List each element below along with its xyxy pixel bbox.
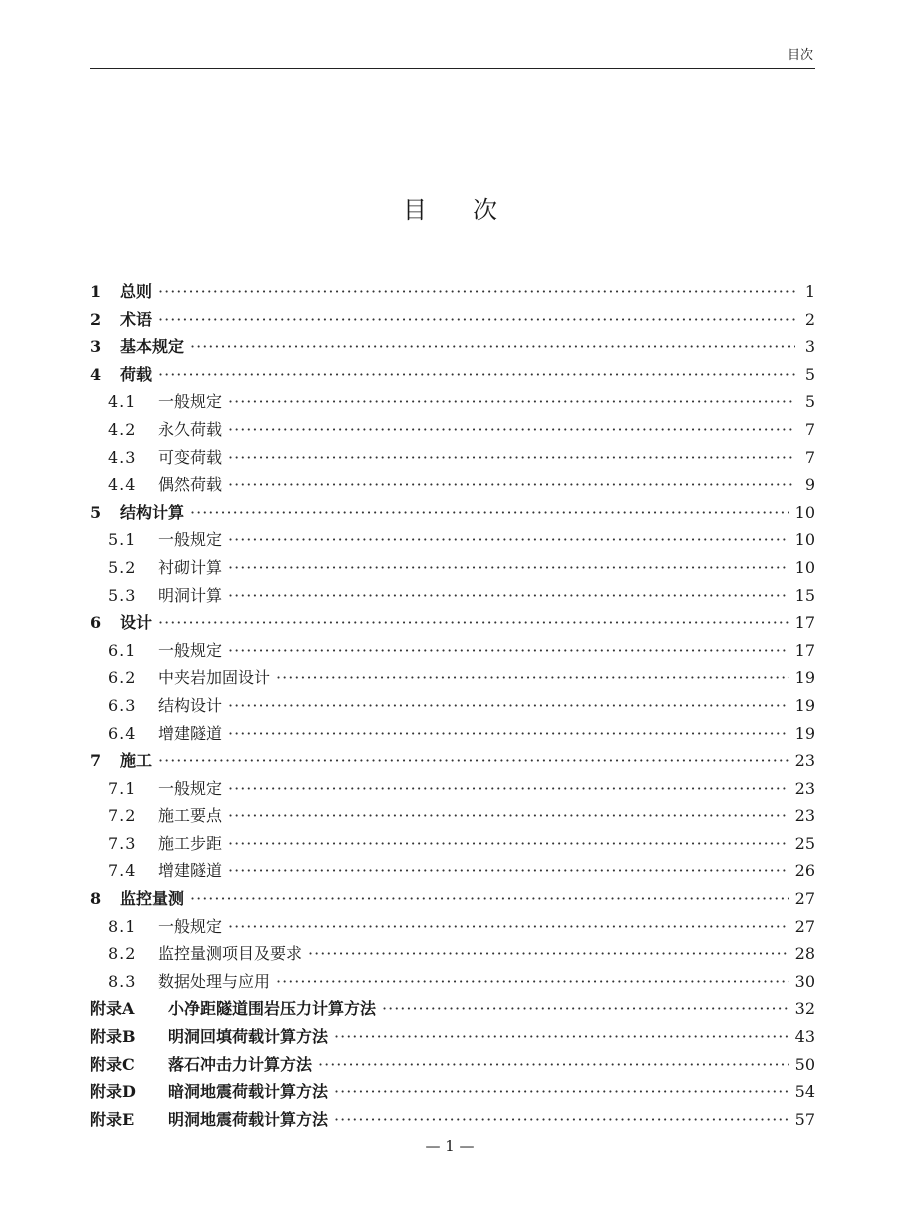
toc-entry[interactable] <box>90 499 815 527</box>
toc-entry-number: 4.4 <box>108 475 137 495</box>
toc-entry-number: 1 <box>90 282 102 301</box>
toc-leader-dots <box>318 1051 789 1079</box>
toc-entry-number: 7 <box>90 751 102 771</box>
toc-entry-number: 5 <box>90 502 102 522</box>
toc-leader-dots <box>228 857 789 885</box>
toc-entry-title: 可变荷载 <box>158 447 223 467</box>
toc-leader-dots <box>158 747 789 775</box>
toc-entry-title: 落石冲击力计算方法 <box>168 1054 313 1074</box>
toc-entry-title: 总则 <box>120 282 153 301</box>
toc-leader-dots <box>228 775 789 803</box>
toc-entry[interactable] <box>90 968 815 996</box>
toc-entry-number: 8.2 <box>108 944 137 964</box>
toc-leader-dots <box>228 637 789 665</box>
toc-entry-page: 28 <box>794 944 815 964</box>
toc-leader-dots <box>190 885 789 913</box>
toc-entry-page: 26 <box>794 861 815 881</box>
toc-entry-title: 中夹岩加固设计 <box>158 668 271 688</box>
toc-entry[interactable] <box>90 582 815 610</box>
toc-entry-page: 7 <box>804 419 815 439</box>
toc-entry-title: 小净距隧道围岩压力计算方法 <box>168 999 377 1019</box>
toc-entry[interactable] <box>90 720 815 748</box>
toc-entry-number: 8.3 <box>108 971 137 991</box>
toc-entry[interactable] <box>90 471 815 499</box>
toc-entry[interactable] <box>90 802 815 830</box>
toc-entry-title: 结构计算 <box>120 502 185 522</box>
toc-entry-page: 9 <box>804 475 815 495</box>
toc-entry-title: 术语 <box>120 309 153 329</box>
toc-entry[interactable] <box>90 388 815 416</box>
toc-entry-number: 7.2 <box>108 806 137 826</box>
toc-entry-number: 4.2 <box>108 419 137 439</box>
toc-entry-page: 19 <box>794 695 815 715</box>
toc-entry[interactable] <box>90 609 815 637</box>
toc-entry-title: 一般规定 <box>158 778 223 798</box>
toc-entry[interactable] <box>90 306 815 334</box>
toc-leader-dots <box>190 499 789 527</box>
toc-entry-page: 1 <box>804 282 815 301</box>
toc-entry-page: 57 <box>794 1109 815 1129</box>
toc-leader-dots <box>228 830 789 858</box>
toc-entry-title: 施工步距 <box>158 833 223 853</box>
toc-entry-title: 偶然荷载 <box>158 475 223 495</box>
toc-entry-title: 明洞回填荷载计算方法 <box>168 1027 329 1047</box>
toc-entry-title: 监控量测 <box>120 889 185 909</box>
toc-entry-page: 2 <box>804 309 815 329</box>
toc-entry[interactable] <box>90 444 815 472</box>
toc-leader-dots <box>228 416 795 444</box>
toc-entry-title: 一般规定 <box>158 640 223 660</box>
toc-entry-page: 3 <box>804 337 815 357</box>
toc-leader-dots <box>276 968 789 996</box>
toc-entry-number: 8 <box>90 889 102 909</box>
toc-entry-page: 7 <box>804 447 815 467</box>
toc-entry-number: 附录C <box>90 1054 135 1074</box>
toc-entry-number: 4 <box>90 364 102 384</box>
toc-leader-dots <box>382 995 789 1023</box>
toc-entry-title: 衬砌计算 <box>158 557 223 577</box>
toc-entry[interactable] <box>90 995 815 1023</box>
page-number: — 1 — <box>425 1137 475 1155</box>
toc-entry-page: 17 <box>794 640 815 660</box>
toc-entry-number: 6.2 <box>108 668 137 688</box>
toc-entry-title: 监控量测项目及要求 <box>158 944 303 964</box>
toc-entry-page: 54 <box>794 1082 815 1102</box>
toc-entry-title: 明洞计算 <box>158 585 223 605</box>
toc-leader-dots <box>190 333 795 361</box>
toc-entry-number: 2 <box>90 309 102 329</box>
toc-entry-number: 附录A <box>90 999 135 1019</box>
toc-entry-page: 23 <box>794 778 815 798</box>
toc-entry[interactable] <box>90 747 815 775</box>
toc-leader-dots <box>334 1106 789 1134</box>
toc-entry-number: 7.4 <box>108 861 137 881</box>
toc-entry-number: 4.1 <box>108 392 137 412</box>
toc-leader-dots <box>228 388 795 416</box>
toc-entry-number: 4.3 <box>108 447 137 467</box>
toc-entry[interactable] <box>90 1106 815 1134</box>
toc-leader-dots <box>228 582 789 610</box>
toc-entry[interactable] <box>90 333 815 361</box>
toc-entry[interactable] <box>90 361 815 389</box>
toc-entry[interactable] <box>90 1051 815 1079</box>
toc-leader-dots <box>334 1078 789 1106</box>
toc-entry-title: 暗洞地震荷载计算方法 <box>168 1082 329 1102</box>
toc-entry[interactable] <box>90 830 815 858</box>
toc-entry-title: 数据处理与应用 <box>158 971 271 991</box>
toc-entry-page: 19 <box>794 723 815 743</box>
toc-entry-title: 增建隧道 <box>158 861 223 881</box>
toc-entry[interactable] <box>90 775 815 803</box>
toc-leader-dots <box>228 913 789 941</box>
header-rule <box>90 68 815 69</box>
toc-entry[interactable] <box>90 1023 815 1051</box>
toc-entry-title: 施工 <box>120 751 153 771</box>
toc-entry[interactable] <box>90 885 815 913</box>
toc-entry-page: 50 <box>794 1054 815 1074</box>
toc-entry[interactable] <box>90 554 815 582</box>
toc-entry-number: 6.4 <box>108 723 137 743</box>
toc-leader-dots <box>228 802 789 830</box>
toc-entry-page: 30 <box>794 971 815 991</box>
toc-entry-page: 19 <box>794 668 815 688</box>
toc-entry[interactable] <box>90 913 815 941</box>
toc-entry-number: 3 <box>90 337 102 357</box>
toc-leader-dots <box>228 471 795 499</box>
toc-leader-dots <box>308 940 789 968</box>
toc-entry-title: 结构设计 <box>158 695 223 715</box>
toc-leader-dots <box>158 361 795 389</box>
toc-entry-title: 基本规定 <box>120 337 185 357</box>
toc-entry-title: 增建隧道 <box>158 723 223 743</box>
toc-entry-title: 荷载 <box>120 364 153 384</box>
toc-entry-page: 17 <box>794 613 815 633</box>
running-header: 目次 <box>786 48 813 63</box>
toc-entry-page: 5 <box>804 364 815 384</box>
toc-entry-number: 7.3 <box>108 833 137 853</box>
toc-entry-title: 设计 <box>120 613 153 633</box>
toc-entry[interactable] <box>90 637 815 665</box>
toc-leader-dots <box>276 664 789 692</box>
toc-entry-number: 附录E <box>90 1109 135 1129</box>
toc-entry[interactable] <box>90 278 815 306</box>
toc-entry-number: 附录D <box>90 1082 136 1102</box>
toc-entry-page: 27 <box>794 889 815 909</box>
toc-leader-dots <box>228 720 789 748</box>
toc-leader-dots <box>228 526 789 554</box>
toc-entry-title: 一般规定 <box>158 530 223 550</box>
toc-entry-number: 7.1 <box>108 778 137 798</box>
toc-entry-page: 32 <box>794 999 815 1019</box>
toc-entry-page: 43 <box>794 1027 815 1047</box>
toc-entry[interactable] <box>90 1078 815 1106</box>
toc-entry-title: 明洞地震荷载计算方法 <box>168 1109 329 1129</box>
toc-leader-dots <box>158 609 789 637</box>
toc-entry-number: 5.3 <box>108 585 137 605</box>
toc-entry[interactable] <box>90 692 815 720</box>
toc-entry[interactable] <box>90 940 815 968</box>
toc-leader-dots <box>228 444 795 472</box>
toc-entry-page: 23 <box>794 806 815 826</box>
toc-entry-page: 10 <box>794 502 815 522</box>
toc-entry-title: 施工要点 <box>158 806 223 826</box>
toc-entry-number: 6 <box>90 613 102 633</box>
toc-entry-title: 一般规定 <box>158 392 223 412</box>
toc-list <box>90 278 815 1133</box>
toc-entry-page: 25 <box>794 833 815 853</box>
toc-entry[interactable] <box>90 526 815 554</box>
page-title: 目次 <box>403 196 543 224</box>
toc-entry[interactable] <box>90 857 815 885</box>
toc-entry-number: 6.1 <box>108 640 137 660</box>
toc-entry-number: 附录B <box>90 1027 136 1047</box>
toc-entry-number: 8.1 <box>108 916 137 936</box>
toc-leader-dots <box>158 278 795 306</box>
toc-entry-page: 23 <box>794 751 815 771</box>
toc-entry-number: 6.3 <box>108 695 137 715</box>
toc-leader-dots <box>334 1023 789 1051</box>
toc-entry-page: 5 <box>804 392 815 412</box>
toc-leader-dots <box>228 554 789 582</box>
toc-entry-page: 10 <box>794 530 815 550</box>
toc-entry-page: 15 <box>794 585 815 605</box>
toc-entry-title: 永久荷载 <box>158 419 223 439</box>
toc-entry-number: 5.1 <box>108 530 137 550</box>
toc-entry-number: 5.2 <box>108 557 137 577</box>
toc-entry-title: 一般规定 <box>158 916 223 936</box>
toc-entry[interactable] <box>90 416 815 444</box>
toc-entry[interactable] <box>90 664 815 692</box>
toc-leader-dots <box>158 306 795 334</box>
toc-entry-page: 27 <box>794 916 815 936</box>
toc-leader-dots <box>228 692 789 720</box>
toc-entry-page: 10 <box>794 557 815 577</box>
